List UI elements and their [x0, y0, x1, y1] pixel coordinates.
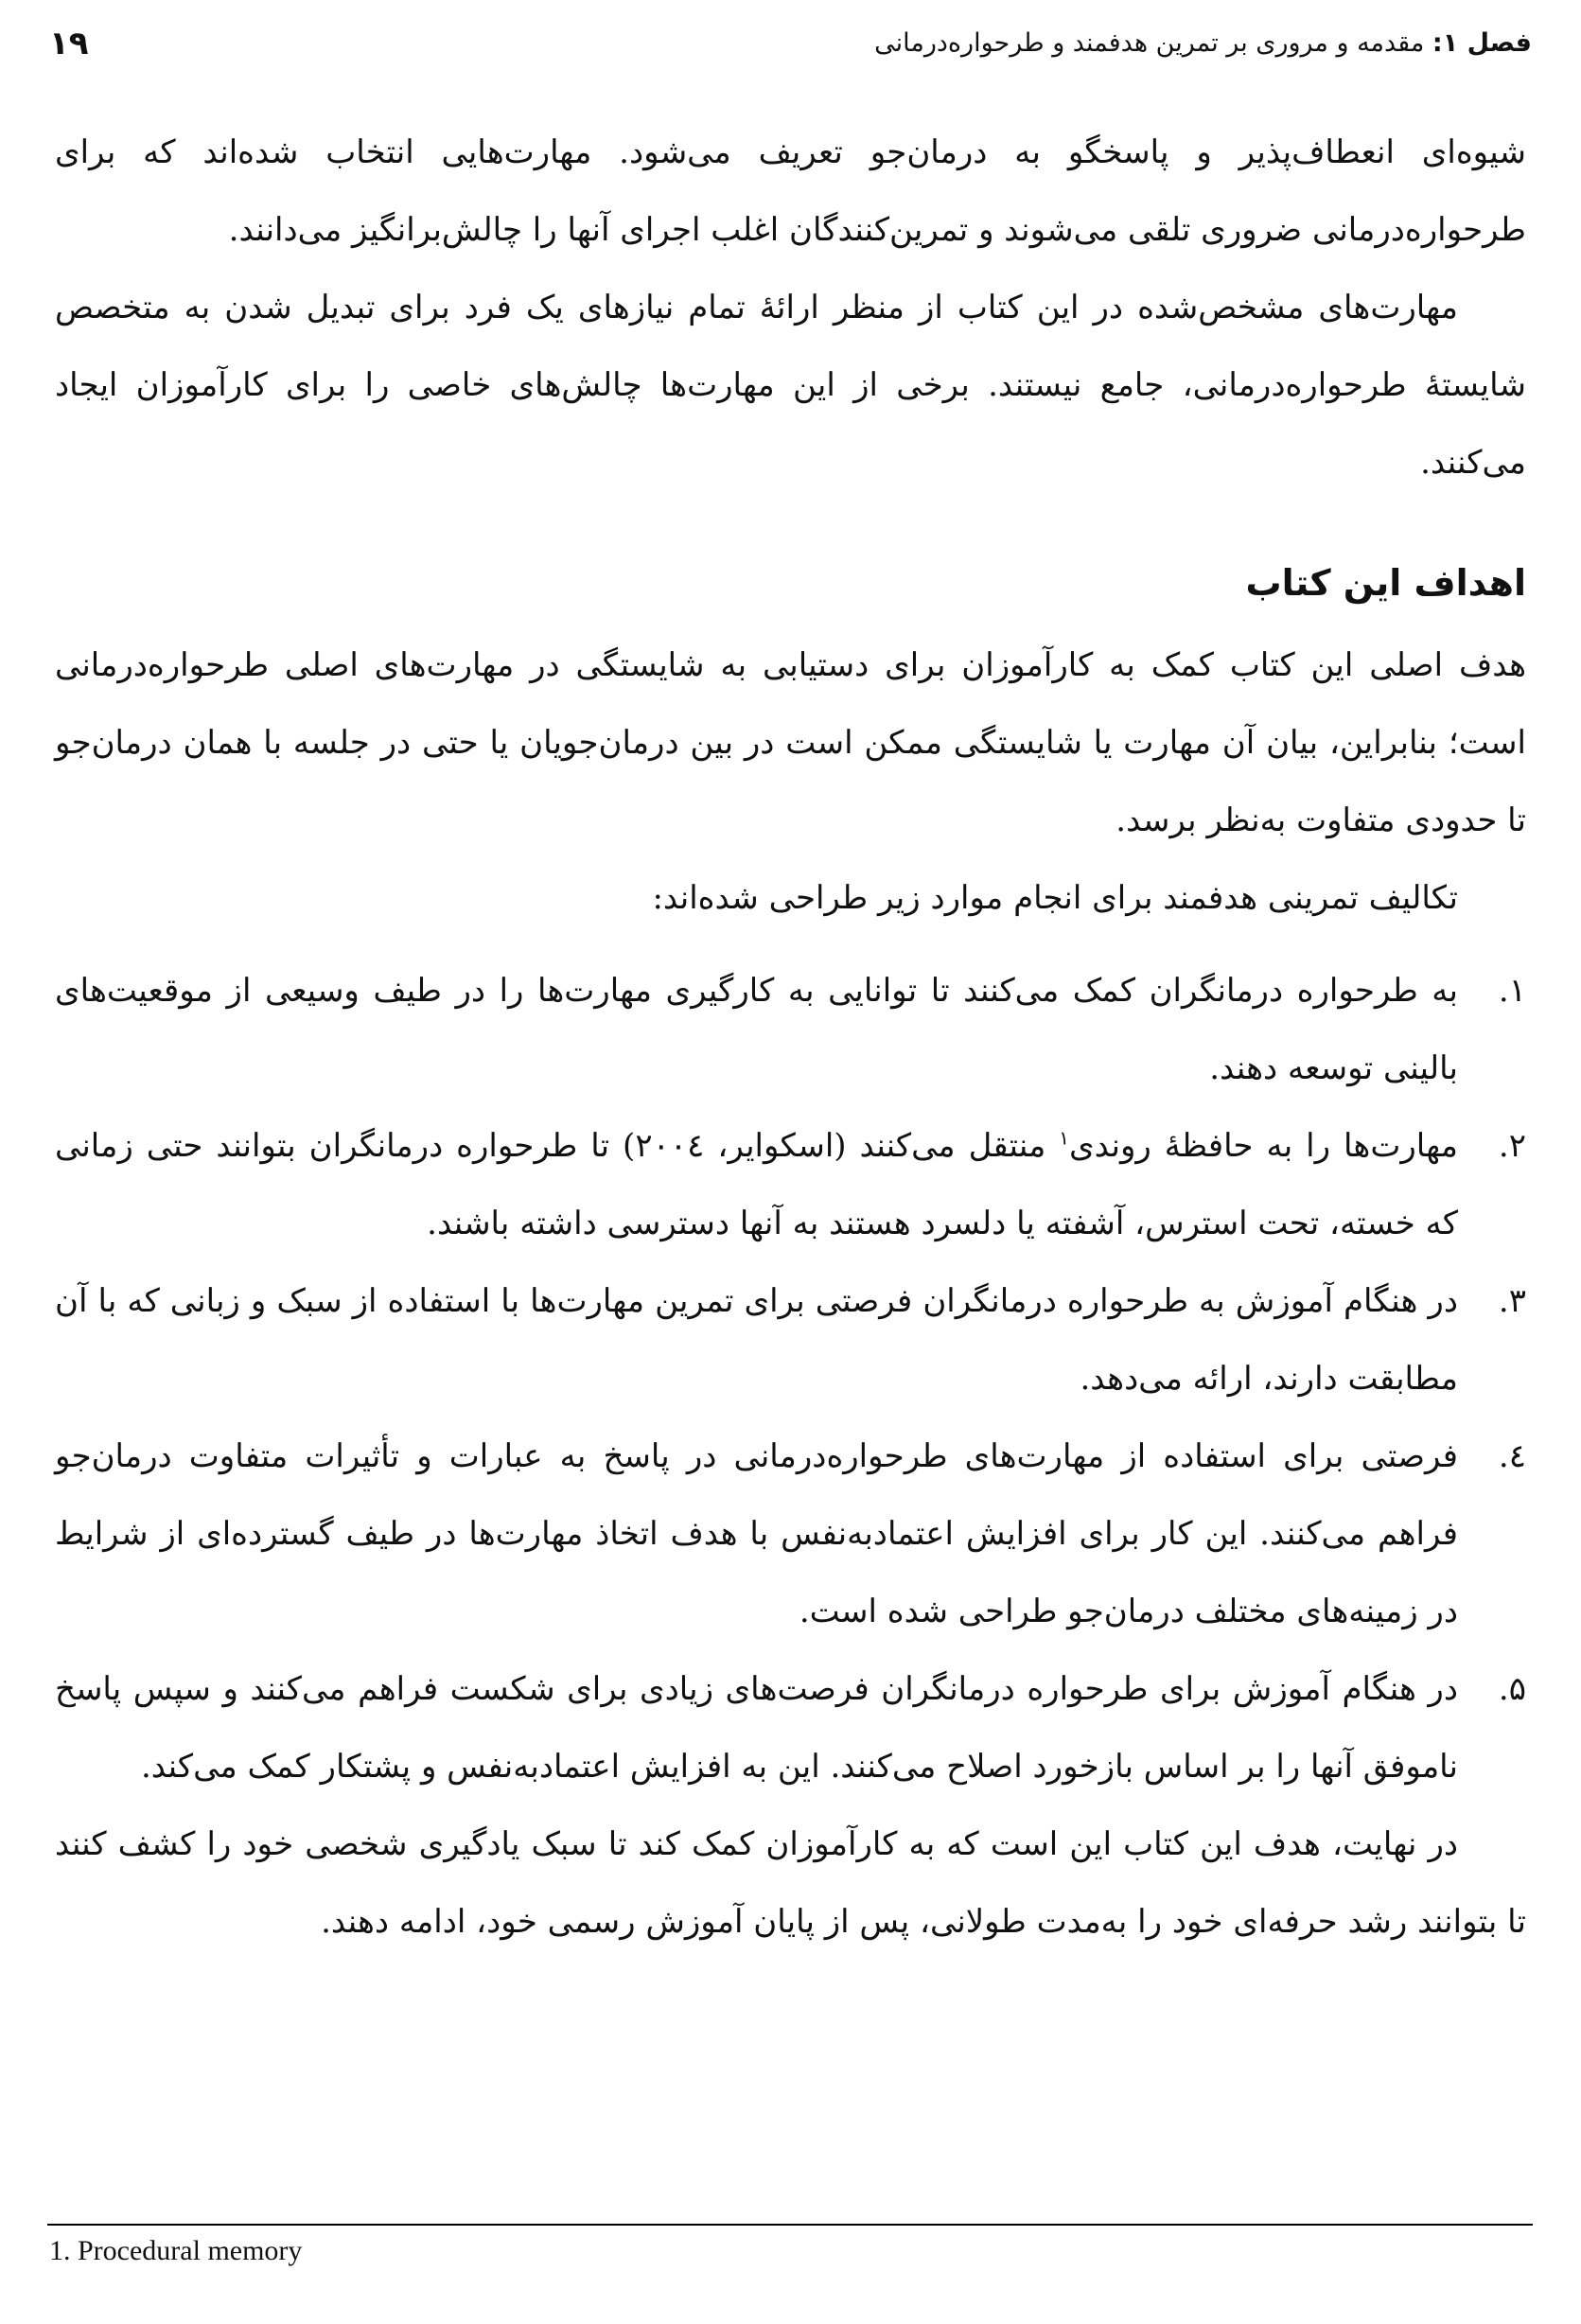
page-body [55, 114, 1526, 1961]
footnote-marker: ۱ [1059, 1126, 1070, 1150]
list-item [55, 952, 1526, 1107]
list-item-number: ۵. [1498, 1670, 1526, 1708]
chapter-label: فصل ۱: [1432, 28, 1532, 58]
skills-paragraph: مهارت‌های مشخص‌شده در این کتاب از منظر ارائهٔ تمام نیازهای یک فرد برای تبدیل شدن به متخصص شایستهٔ طرحواره‌درمانی، جامع نیستند. برخی از این مهارت‌ها چالش‌های خاصی را برای کارآموزان ایجاد می‌کنند. [55, 289, 1526, 482]
list-item-number: ۳. [1498, 1282, 1526, 1320]
chapter-running-title [874, 28, 1532, 58]
list-item-number: ٤. [1498, 1437, 1526, 1475]
closing-paragraph: در نهایت، هدف این کتاب این است که به کارآموزان کمک کند تا سبک یادگیری شخصی خود را کشف کنند تا بتوانند رشد حرفه‌ای خود را به‌مدت طولانی، پس از پایان آموزش رسمی خود، ادامه دهند. [55, 1825, 1526, 1941]
goals-paragraph: هدف اصلی این کتاب کمک به کارآموزان برای دستیابی به شایستگی در مهارت‌های اصلی طرحواره‌درمانی است؛ بنابراین، بیان آن مهارت یا شایستگی ممکن است در بین درمان‌جویان یا حتی در جلسه با همان درمان‌جو تا حدودی متفاوت به‌نظر برسد. [55, 646, 1526, 839]
list-item-text: فرصتی برای استفاده از مهارت‌های طرحواره‌درمانی در پاسخ به عبارات و تأثیرات متفاوت درمان‌جو فراهم می‌کنند. این کار برای افزایش اعتمادبه‌نفس با هدف اتخاذ مهارت‌ها در طیف گسترده‌ای از شرایط در زمینه‌های مختلف درمان‌جو طراحی شده است. [55, 1437, 1458, 1630]
intro-paragraph: شیوه‌ای انعطاف‌پذیر و پاسخگو به درمان‌جو تعریف می‌شود. مهارت‌هایی انتخاب شده‌اند که برای طرحواره‌درمانی ضروری تلقی می‌شوند و تمرین‌کنندگان اغلب اجرای آنها را چالش‌برانگیز می‌دانند. [55, 133, 1526, 249]
footnote-divider [47, 2224, 1533, 2226]
list-item [55, 1262, 1526, 1417]
goals-list [55, 952, 1526, 1805]
list-item [55, 1650, 1526, 1805]
footnote-text: 1. Procedural memory [49, 2235, 303, 2266]
list-item-text-before: مهارت‌ها را به حافظهٔ روندی [1069, 1127, 1458, 1165]
page-number: ۱۹ [49, 25, 89, 62]
list-item-text: در هنگام آموزش برای طرحواره درمانگران فرصت‌های زیادی برای شکست فراهم می‌کنند و سپس پاسخ ناموفق آنها را بر اساس بازخورد اصلاح می‌کنند. این به افزایش اعتمادبه‌نفس و پشتکار کمک می‌کند. [55, 1670, 1458, 1786]
section-heading: اهداف این کتاب [1245, 562, 1526, 604]
list-item [55, 1107, 1526, 1262]
list-item-number: ۲. [1498, 1127, 1526, 1165]
chapter-title: مقدمه و مروری بر تمرین هدفمند و طرحواره‌درمانی [874, 28, 1425, 58]
tasks-intro: تکالیف تمرینی هدفمند برای انجام موارد زیر طراحی شده‌اند: [652, 879, 1458, 917]
list-item-number: ۱. [1498, 972, 1526, 1010]
list-item-text-after: منتقل می‌کنند (اسکوایر، ۲۰۰٤) تا طرحواره درمانگران بتوانند حتی زمانی که خسته، تحت استرس، آشفته یا دلسرد هستند به آنها دسترسی داشته باشند. [55, 1127, 1458, 1242]
list-item [55, 1417, 1526, 1650]
list-item-text: در هنگام آموزش به طرحواره درمانگران فرصتی برای تمرین مهارت‌ها با استفاده از سبک و زبانی که با آن مطابقت دارند، ارائه می‌دهد. [55, 1282, 1458, 1398]
running-header [49, 21, 1532, 78]
list-item-text: به طرحواره درمانگران کمک می‌کنند تا توانایی به کارگیری مهارت‌ها را در طیف وسیعی از موقعیت‌های بالینی توسعه دهند. [55, 972, 1458, 1087]
